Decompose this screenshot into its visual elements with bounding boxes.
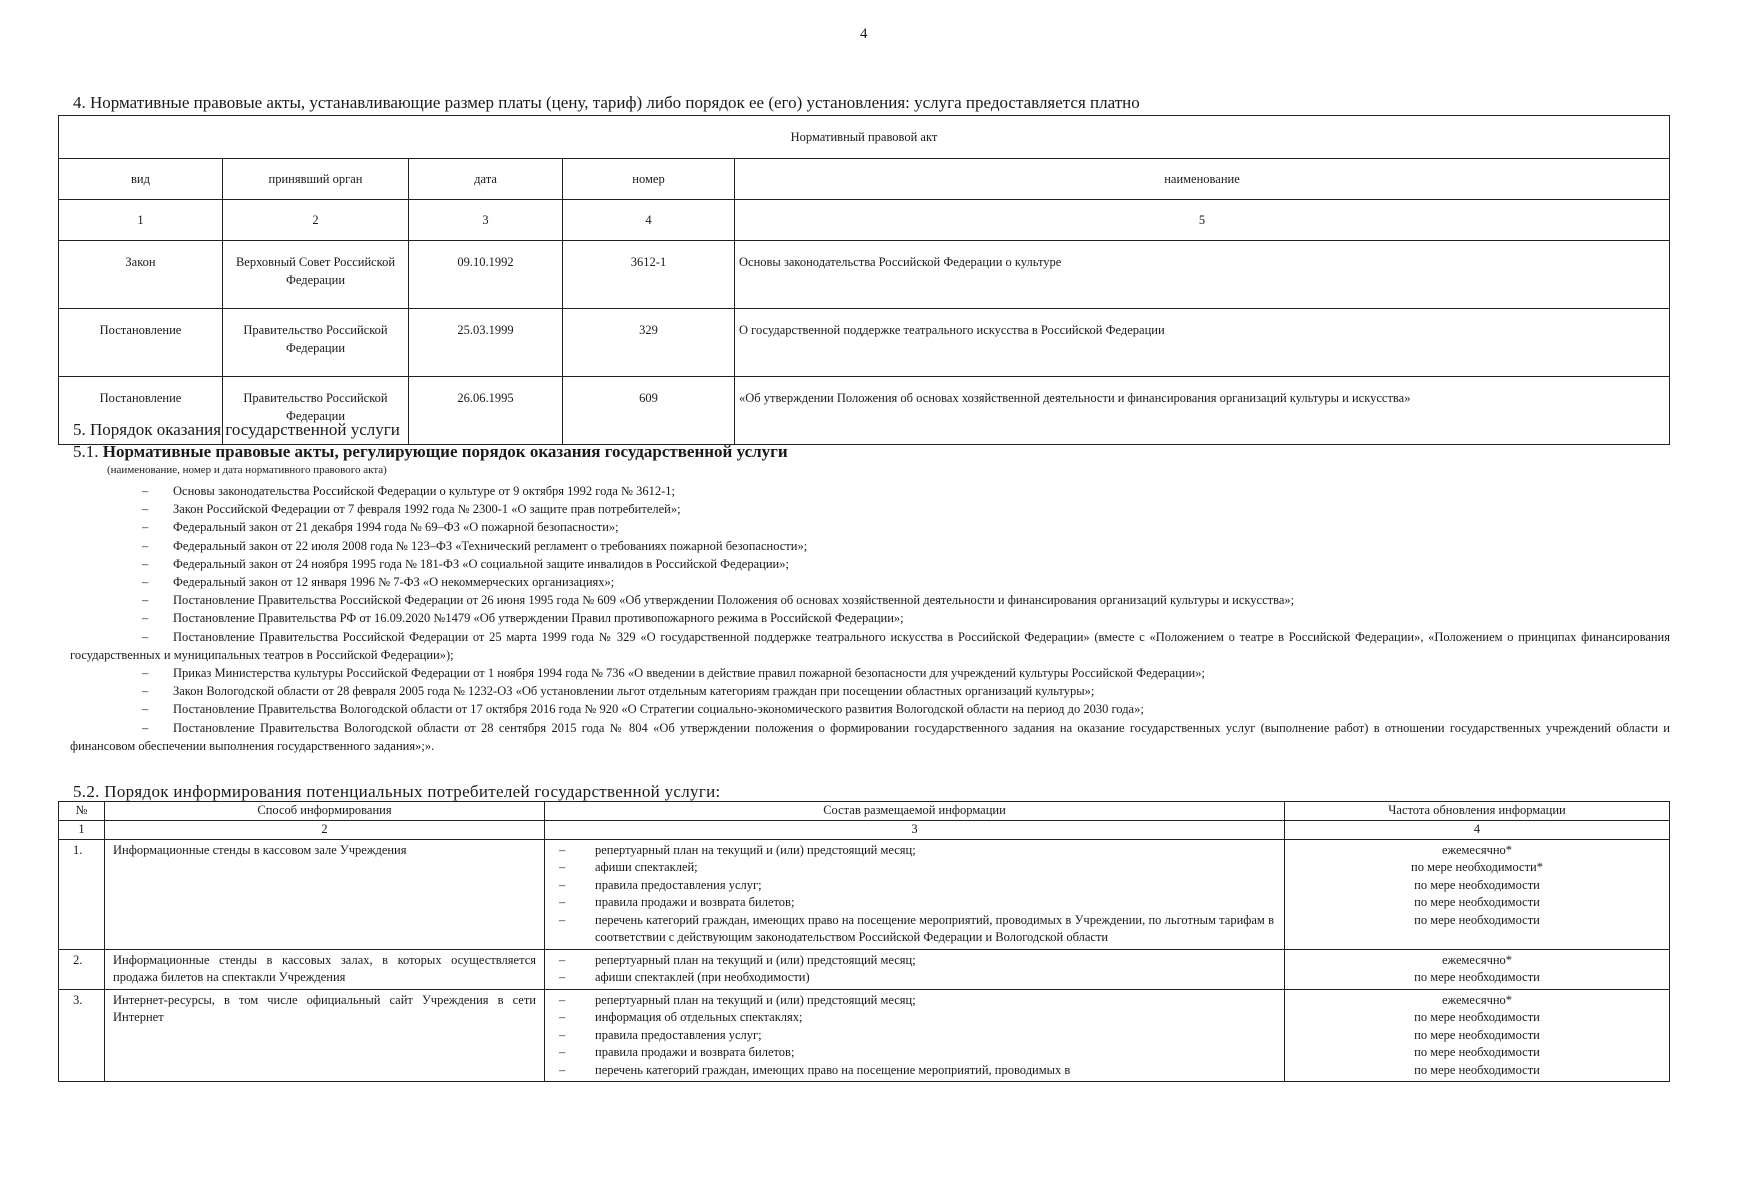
column-number: 1 bbox=[59, 821, 105, 840]
section52-title: 5.2. Порядок информирования потенциальных потребителей государственной услуги: bbox=[73, 782, 721, 801]
column-number: 2 bbox=[105, 821, 545, 840]
frequency-item: по мере необходимости bbox=[1414, 1010, 1540, 1024]
content-list bbox=[545, 992, 1274, 1080]
list-dash: – bbox=[142, 629, 149, 644]
table-row bbox=[59, 839, 1670, 949]
column-number: 5 bbox=[735, 200, 1670, 241]
list-item-text: Закон Российской Федерации от 7 февраля 1992 года № 2300-1 «О защите прав потребителей»; bbox=[173, 502, 681, 517]
list-item bbox=[70, 700, 1670, 718]
list-dash: – bbox=[142, 575, 149, 590]
section51-note: (наименование, номер и дата нормативного правового акта) bbox=[107, 464, 387, 476]
content-item: – репертуарный план на текущий и (или) предстоящий месяц; bbox=[545, 842, 1274, 860]
table-group-header: Нормативный правовой акт bbox=[59, 116, 1670, 159]
column-header: принявший орган bbox=[223, 159, 409, 200]
section51-prefix: 5.1. bbox=[73, 442, 103, 461]
row-number-cell: 3. bbox=[59, 989, 105, 1082]
frequency-item: ежемесячно* bbox=[1441, 842, 1513, 857]
column-number: 4 bbox=[563, 200, 735, 241]
frequency-item: по мере необходимости bbox=[1414, 1062, 1540, 1077]
table-row bbox=[59, 241, 1670, 309]
act-body-cell: Верховный Совет Российской Федерации bbox=[223, 241, 409, 309]
act-name-cell: Основы законодательства Российской Федерации о культуре bbox=[735, 241, 1670, 309]
content-item: – информация об отдельных спектаклях; bbox=[545, 1009, 1274, 1027]
content-item: – перечень категорий граждан, имеющих право на посещение мероприятий, проводимых в bbox=[545, 1062, 1274, 1080]
list-dash: – bbox=[142, 702, 149, 717]
frequency-item: по мере необходимости bbox=[1414, 970, 1540, 984]
content-cell bbox=[545, 949, 1285, 989]
list-dash: – bbox=[142, 538, 149, 553]
column-header: наименование bbox=[735, 159, 1670, 200]
content-item: – правила продажи и возврата билетов; bbox=[545, 1044, 1274, 1062]
list-item-text: Постановление Правительства Российской Федерации от 26 июня 1995 года № 609 «Об утверждении Положения об основах хозяйственной деятельности и финансирования организаций культуры и искусства»; bbox=[173, 593, 1295, 608]
frequency-item: по мере необходимости bbox=[1414, 1045, 1540, 1059]
content-list bbox=[545, 842, 1274, 947]
content-item: – правила предоставления услуг; bbox=[545, 1027, 1274, 1045]
method-cell: Интернет-ресурсы, в том числе официальный сайт Учреждения в сети Интернет bbox=[105, 989, 545, 1082]
column-header: вид bbox=[59, 159, 223, 200]
list-dash: – bbox=[142, 684, 149, 699]
section51-title bbox=[73, 442, 788, 462]
frequency-item: ежемесячно* bbox=[1441, 952, 1513, 967]
content-list bbox=[545, 952, 1274, 987]
table-row bbox=[59, 309, 1670, 377]
frequency-item: по мере необходимости bbox=[1414, 877, 1540, 892]
content-item: – репертуарный план на текущий и (или) предстоящий месяц; bbox=[545, 952, 1274, 970]
list-item-text: Постановление Правительства РФ от 16.09.2020 №1479 «Об утверждении Правил противопожарного режима в Российской Федерации»; bbox=[173, 611, 904, 626]
list-item-text: Постановление Правительства Вологодской области от 17 октября 2016 года № 920 «О Стратегии социально-экономического развития Вологодской области на период до 2030 года»; bbox=[173, 702, 1144, 717]
information-table bbox=[58, 801, 1670, 1082]
column-header: Состав размещаемой информации bbox=[545, 802, 1285, 821]
content-item: – афиши спектаклей; bbox=[545, 859, 1274, 877]
act-body-cell: Правительство Российской Федерации bbox=[223, 377, 409, 445]
list-dash: – bbox=[142, 556, 149, 571]
row-number-cell: 1. bbox=[59, 839, 105, 949]
list-dash: – bbox=[142, 720, 149, 735]
column-number: 3 bbox=[545, 821, 1285, 840]
act-type-cell: Закон bbox=[59, 241, 223, 309]
list-dash: – bbox=[142, 502, 149, 517]
normative-acts-list bbox=[70, 482, 1670, 755]
act-number-cell: 3612-1 bbox=[563, 241, 735, 309]
act-number-cell: 609 bbox=[563, 377, 735, 445]
list-dash: – bbox=[142, 520, 149, 535]
list-item bbox=[70, 555, 1670, 573]
column-header: № bbox=[59, 802, 105, 821]
list-item-text: Постановление Правительства Российской Федерации от 25 марта 1999 года № 329 «О государственной поддержке театрального искусства в Российской Федерации» (вместе с «Положением о театре в Российской Федерации», «Положением о принципах финансирования государственных и муниципальных театров в Российской Федерации»); bbox=[70, 629, 1670, 662]
frequency-list bbox=[1289, 952, 1665, 987]
act-number-cell: 329 bbox=[563, 309, 735, 377]
act-date-cell: 09.10.1992 bbox=[409, 241, 563, 309]
list-item bbox=[70, 719, 1670, 755]
method-cell: Информационные стенды в кассовом зале Учреждения bbox=[105, 839, 545, 949]
column-number: 3 bbox=[409, 200, 563, 241]
column-header: Способ информирования bbox=[105, 802, 545, 821]
page-number: 4 bbox=[860, 26, 868, 42]
frequency-list bbox=[1289, 842, 1665, 930]
frequency-list bbox=[1289, 992, 1665, 1080]
content-item: – перечень категорий граждан, имеющих право на посещение мероприятий, проводимых в Учреждении, по льготным тарифам в соответствии с действующим законодательством Российской Федерации и Вологодской области bbox=[545, 912, 1274, 947]
list-item bbox=[70, 573, 1670, 591]
list-dash: – bbox=[142, 611, 149, 626]
list-item bbox=[70, 518, 1670, 536]
table-row bbox=[59, 989, 1670, 1082]
act-date-cell: 25.03.1999 bbox=[409, 309, 563, 377]
content-item: – правила продажи и возврата билетов; bbox=[545, 894, 1274, 912]
frequency-cell bbox=[1285, 989, 1670, 1082]
act-body-cell: Правительство Российской Федерации bbox=[223, 309, 409, 377]
list-dash: – bbox=[142, 593, 149, 608]
frequency-item: ежемесячно* bbox=[1441, 992, 1513, 1007]
list-item-text: Основы законодательства Российской Федерации о культуре от 9 октября 1992 года № 3612-1; bbox=[173, 484, 675, 498]
list-item-text: Постановление Правительства Вологодской области от 28 сентября 2015 года № 804 «Об утверждении положения о формировании государственного задания на оказание государственных услуг (выполнение работ) в отношении государственных учреждений области и финансовом обеспечении выполнения государственного задания»;». bbox=[70, 720, 1670, 753]
list-item-text: Федеральный закон от 21 декабря 1994 года № 69–ФЗ «О пожарной безопасности»; bbox=[173, 520, 619, 535]
column-number: 2 bbox=[223, 200, 409, 241]
list-item bbox=[70, 609, 1670, 627]
list-item bbox=[70, 537, 1670, 555]
act-date-cell: 26.06.1995 bbox=[409, 377, 563, 445]
section51-heading: Нормативные правовые акты, регулирующие порядок оказания государственной услуги bbox=[102, 442, 788, 461]
list-item-text: Федеральный закон от 22 июля 2008 года № 123–ФЗ «Технический регламент о требованиях пожарной безопасности»; bbox=[173, 538, 808, 553]
act-type-cell: Постановление bbox=[59, 377, 223, 445]
list-item bbox=[70, 628, 1670, 664]
list-item bbox=[70, 591, 1670, 609]
list-item bbox=[70, 682, 1670, 700]
content-item: – репертуарный план на текущий и (или) предстоящий месяц; bbox=[545, 992, 1274, 1010]
frequency-item: по мере необходимости bbox=[1414, 895, 1540, 909]
frequency-item: по мере необходимости bbox=[1414, 1027, 1540, 1042]
table-row bbox=[59, 949, 1670, 989]
normative-acts-table bbox=[58, 115, 1670, 445]
list-dash: – bbox=[142, 666, 149, 681]
column-header: номер bbox=[563, 159, 735, 200]
frequency-cell bbox=[1285, 949, 1670, 989]
list-item-text: Федеральный закон от 24 ноября 1995 года № 181-ФЗ «О социальной защите инвалидов в Российской Федерации»; bbox=[173, 556, 789, 571]
list-item-text: Приказ Министерства культуры Российской Федерации от 1 ноября 1994 года № 736 «О введении в действие правил пожарной безопасности для учреждений культуры Российской Федерации»; bbox=[173, 666, 1205, 681]
act-name-cell: О государственной поддержке театрального искусства в Российской Федерации bbox=[735, 309, 1670, 377]
list-dash: – bbox=[142, 484, 149, 498]
content-cell bbox=[545, 839, 1285, 949]
section4-title: 4. Нормативные правовые акты, устанавливающие размер платы (цену, тариф) либо порядок ее (его) установления: услуга предоставляется платно bbox=[73, 93, 1140, 112]
column-number: 1 bbox=[59, 200, 223, 241]
frequency-cell bbox=[1285, 839, 1670, 949]
section5-title: 5. Порядок оказания государственной услуги bbox=[73, 420, 400, 439]
column-header: Частота обновления информации bbox=[1285, 802, 1670, 821]
list-item bbox=[70, 664, 1670, 682]
list-item bbox=[70, 500, 1670, 518]
column-number: 4 bbox=[1285, 821, 1670, 840]
act-type-cell: Постановление bbox=[59, 309, 223, 377]
frequency-item: по мере необходимости* bbox=[1411, 860, 1543, 874]
content-item: – афиши спектаклей (при необходимости) bbox=[545, 969, 1274, 987]
list-item-text: Федеральный закон от 12 января 1996 № 7-ФЗ «О некоммерческих организациях»; bbox=[173, 575, 615, 590]
list-item bbox=[70, 482, 1670, 500]
content-item: – правила предоставления услуг; bbox=[545, 877, 1274, 895]
column-header: дата bbox=[409, 159, 563, 200]
act-name-cell: «Об утверждении Положения об основах хозяйственной деятельности и финансирования организаций культуры и искусства» bbox=[735, 377, 1670, 445]
content-cell bbox=[545, 989, 1285, 1082]
row-number-cell: 2. bbox=[59, 949, 105, 989]
list-item-text: Закон Вологодской области от 28 февраля 2005 года № 1232-ОЗ «Об установлении льгот отдельным категориям граждан при посещении областных организаций культуры»; bbox=[173, 684, 1095, 699]
method-cell: Информационные стенды в кассовых залах, в которых осуществляется продажа билетов на спектакли Учреждения bbox=[105, 949, 545, 989]
frequency-item: по мере необходимости bbox=[1414, 912, 1540, 927]
